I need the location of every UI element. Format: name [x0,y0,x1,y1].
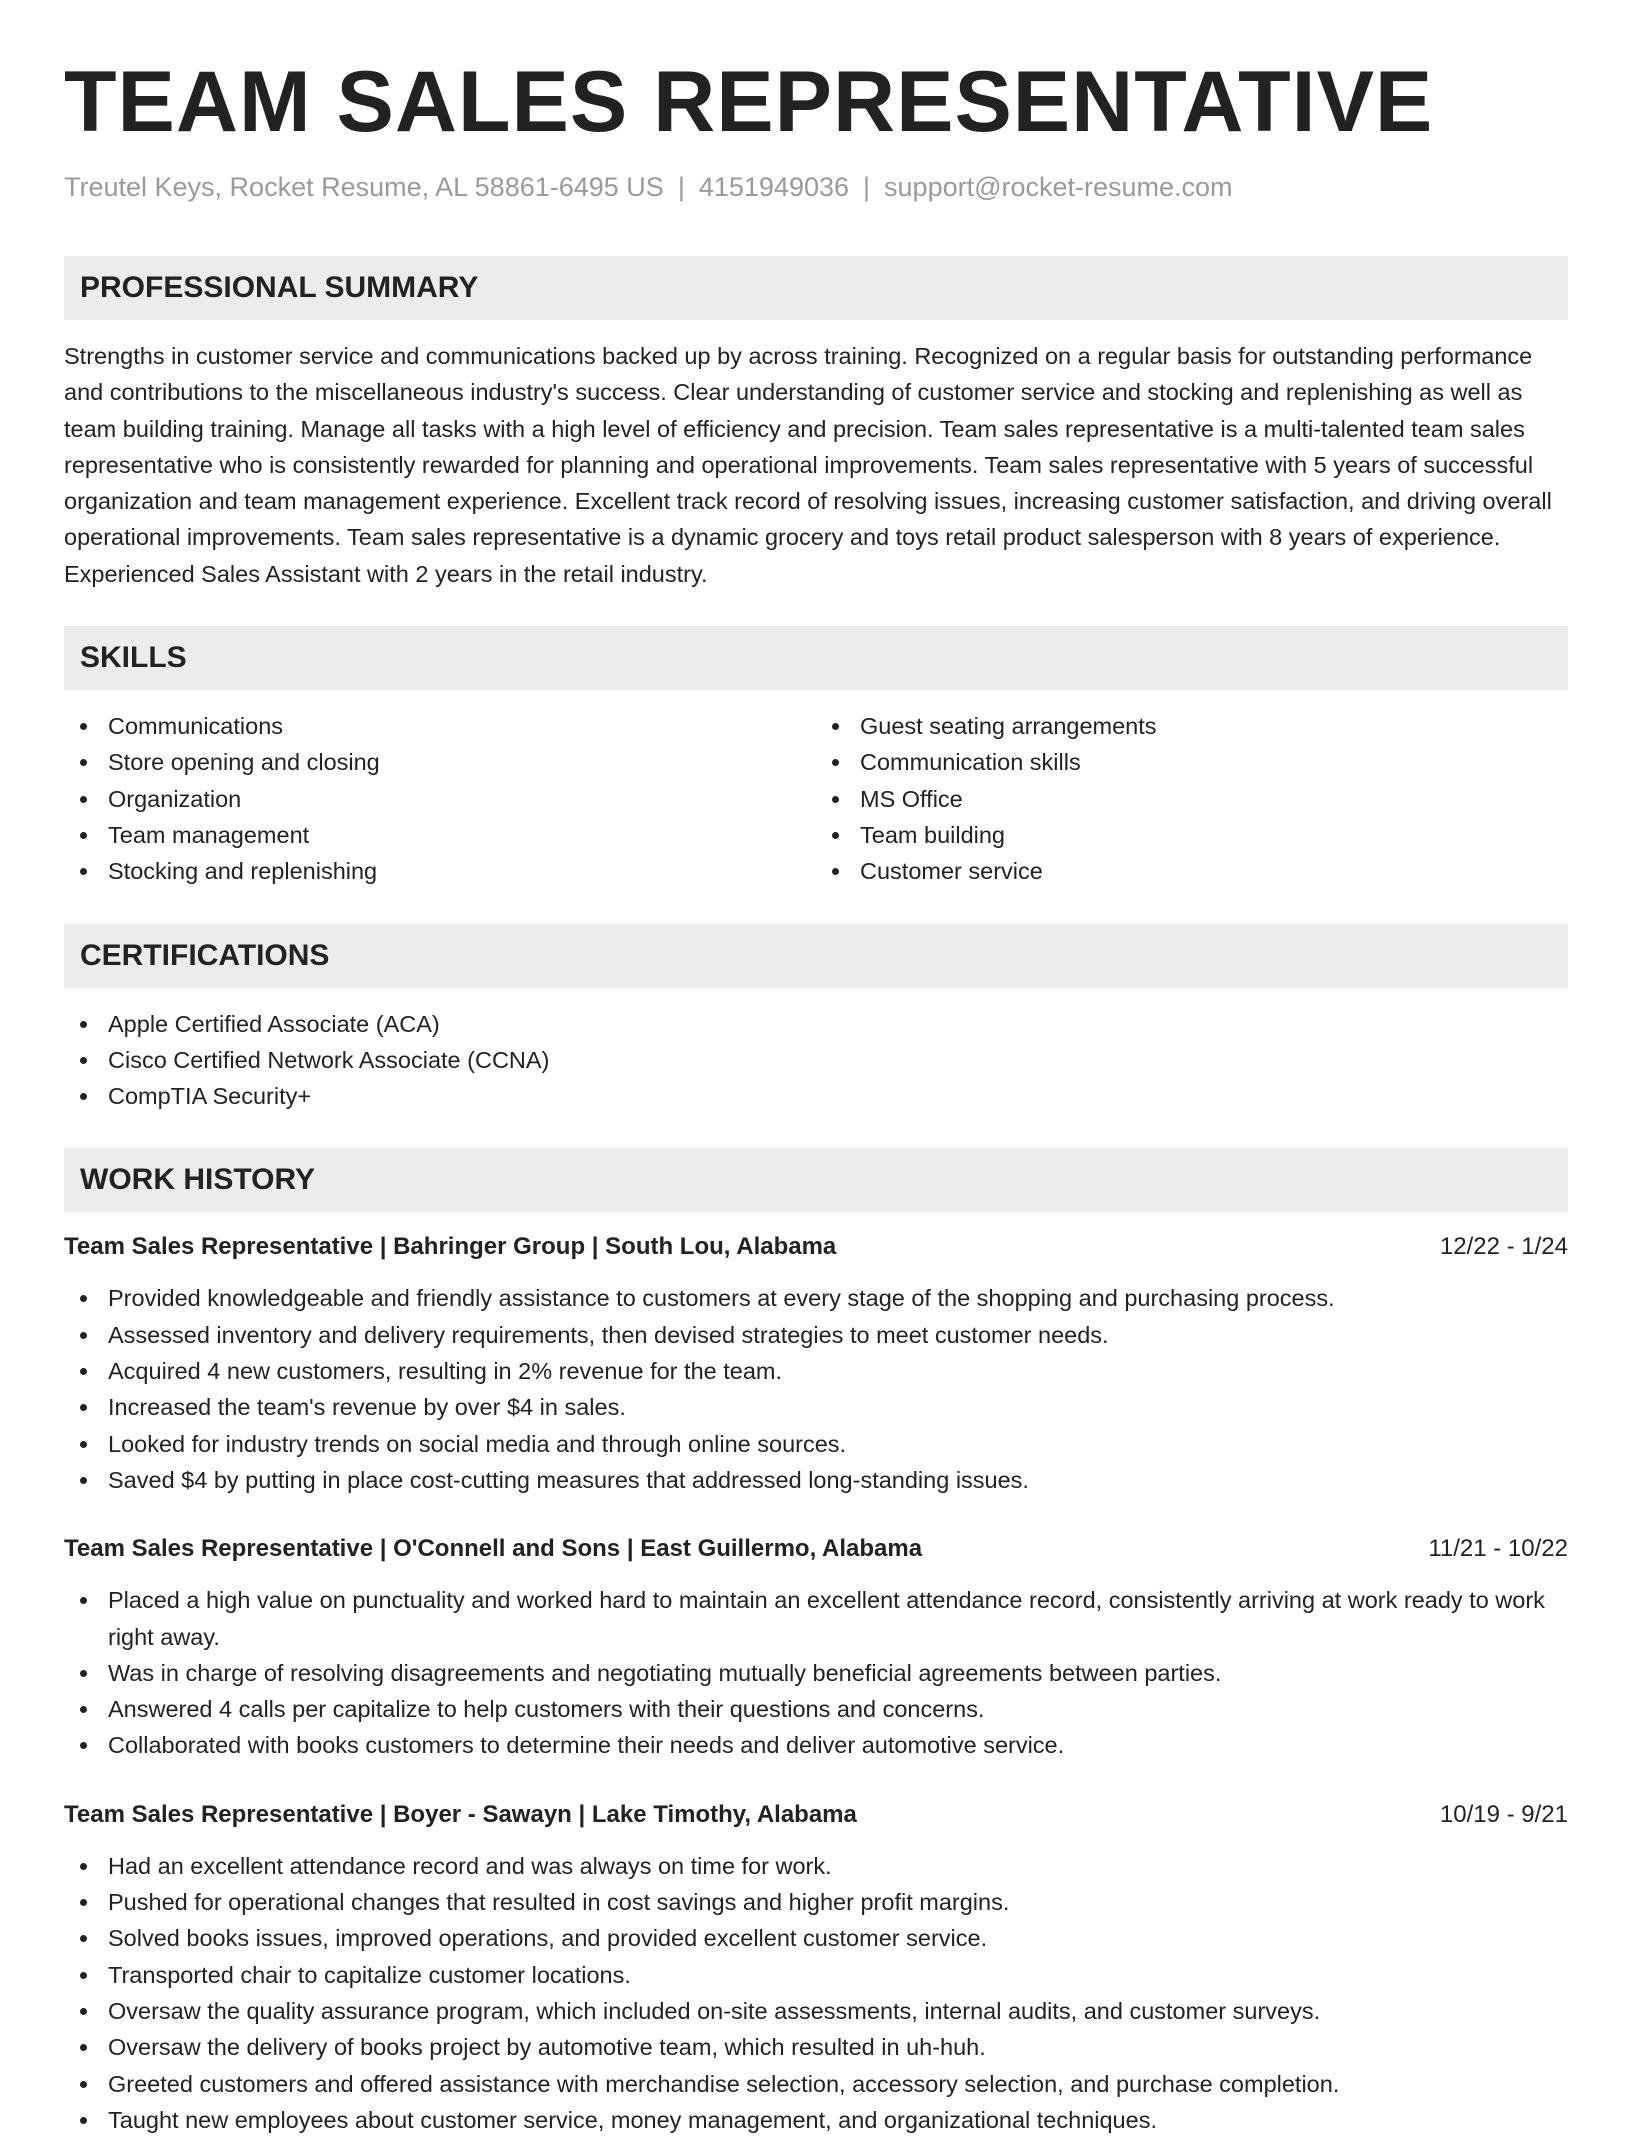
skill-item: Team building [816,817,1568,853]
skill-item: Customer service [816,853,1568,889]
job-bullet: Provided knowledgeable and friendly assistance to customers at every stage of the shopping and purchasing process. [64,1280,1568,1316]
summary-heading: PROFESSIONAL SUMMARY [64,256,1568,320]
skills-list-left [64,708,816,889]
candidate-title: TEAM SALES REPRESENTATIVE [64,54,1434,150]
job-title: Team Sales Representative | Bahringer Group | South Lou, Alabama [64,1233,837,1261]
job-bullet: Oversaw the delivery of books project by automotive team, which resulted in uh-huh. [64,2029,1568,2065]
skill-item: MS Office [816,781,1568,817]
certifications-heading: CERTIFICATIONS [64,924,1568,988]
job-bullet: Taught new employees about customer service, money management, and organizational techniques. [64,2102,1568,2138]
skills-heading: SKILLS [64,626,1568,690]
contact-line [64,170,1568,204]
job-bullet: Oversaw the quality assurance program, which included on-site assessments, internal audits, and customer surveys. [64,1993,1568,2029]
summary-text: Strengths in customer service and communications backed up by across training. Recognized on a regular basis for outstanding performance and contributions to the miscellaneous industry's success. Clear understanding of customer service and stocking and replenishing as well as team building training. Manage all tasks with a high level of efficiency and precision. Team sales representative is a multi-talented team sales representative who is consistently rewarded for planning and operational improvements. Team sales representative with 5 years of successful organization and team management experience. Excellent track record of resolving issues, increasing customer satisfaction, and driving overall operational improvements. Team sales representative is a dynamic grocery and toys retail product salesperson with 8 years of experience. Experienced Sales Assistant with 2 years in the retail industry. [64,343,1552,587]
job-bullets [64,1848,1568,2138]
job-bullet: Assessed inventory and delivery requirements, then devised strategies to meet customer needs. [64,1317,1568,1353]
certification-item: CompTIA Security+ [64,1078,1568,1114]
job-bullet: Placed a high value on punctuality and worked hard to maintain an excellent attendance record, consistently arriving at work ready to work right away. [64,1582,1568,1655]
skill-item: Organization [64,781,816,817]
certifications-list [64,1006,1568,1115]
job-bullets [64,1582,1568,1763]
job-bullet: Pushed for operational changes that resulted in cost savings and higher profit margins. [64,1884,1568,1920]
contact-separator: | [677,172,685,202]
job-bullet: Answered 4 calls per capitalize to help customers with their questions and concerns. [64,1691,1568,1727]
job-bullet: Looked for industry trends on social media and through online sources. [64,1426,1568,1462]
skills-list-right [816,708,1568,889]
job-bullets [64,1280,1568,1498]
contact-separator: | [863,172,871,202]
contact-email: support@rocket-resume.com [884,172,1233,202]
certification-item: Cisco Certified Network Associate (CCNA) [64,1042,1568,1078]
job-entry [64,1230,1568,1498]
job-dates: 11/21 - 10/22 [1428,1535,1568,1563]
certification-item: Apple Certified Associate (ACA) [64,1006,1568,1042]
job-entry [64,1532,1568,1763]
job-bullet: Acquired 4 new customers, resulting in 2% revenue for the team. [64,1353,1568,1389]
job-bullet: Greeted customers and offered assistance with merchandise selection, accessory selection, and purchase completion. [64,2066,1568,2102]
work-history-heading: WORK HISTORY [64,1148,1568,1212]
skill-item: Communications [64,708,816,744]
job-dates: 12/22 - 1/24 [1439,1233,1568,1261]
job-header [64,1798,1568,1832]
job-header [64,1532,1568,1566]
skill-item: Communication skills [816,744,1568,780]
job-title: Team Sales Representative | Boyer - Sawayn | Lake Timothy, Alabama [64,1800,857,1828]
job-bullet: Solved books issues, improved operations, and provided excellent customer service. [64,1920,1568,1956]
job-bullet: Had an excellent attendance record and was always on time for work. [64,1848,1568,1884]
contact-phone: 4151949036 [698,172,850,202]
job-entry [64,1798,1568,2138]
job-bullet: Collaborated with books customers to determine their needs and deliver automotive service. [64,1727,1568,1763]
job-title: Team Sales Representative | O'Connell and Sons | East Guillermo, Alabama [64,1535,923,1563]
skill-item: Team management [64,817,816,853]
job-header [64,1230,1568,1264]
skill-item: Guest seating arrangements [816,708,1568,744]
skill-item: Stocking and replenishing [64,853,816,889]
job-bullet: Increased the team's revenue by over $4 in sales. [64,1389,1568,1425]
job-dates: 10/19 - 9/21 [1439,1800,1568,1828]
skills-grid [64,708,1568,889]
contact-address: Treutel Keys, Rocket Resume, AL 58861-6495 US [64,172,664,202]
job-bullet: Was in charge of resolving disagreements and negotiating mutually beneficial agreements between parties. [64,1655,1568,1691]
job-bullet: Saved $4 by putting in place cost-cutting measures that addressed long-standing issues. [64,1462,1568,1498]
job-bullet: Transported chair to capitalize customer locations. [64,1957,1568,1993]
skill-item: Store opening and closing [64,744,816,780]
